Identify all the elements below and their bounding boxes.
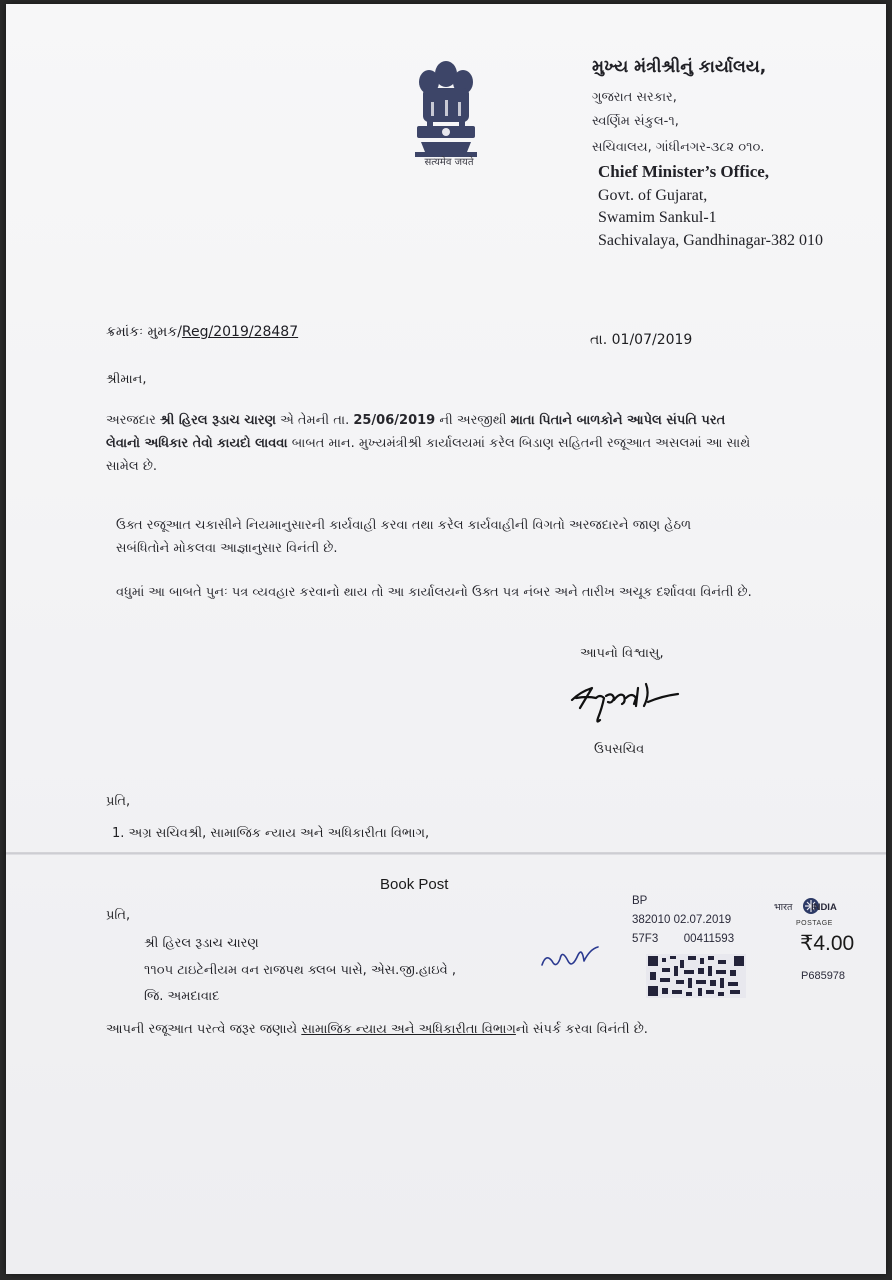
closing: આપનો વિશ્વાસુ, xyxy=(580,646,664,661)
stamp-code: 57F3 xyxy=(632,933,659,945)
govt-gujarati: ગુજરાત સરકાર, xyxy=(592,90,677,105)
application-subject: માતા પિતાને બાળકોને આપેલ સંપતિ પરત લેવાનો અધિકાર તેવો કાયદો લાવવા xyxy=(106,413,726,451)
p1-text-2: એ તેમની તા. xyxy=(275,413,354,428)
handwritten-mark-icon xyxy=(538,939,602,975)
applicant-name: શ્રી હિરલ રૂડાચ ચારણ xyxy=(160,413,276,428)
postage-bp-block xyxy=(632,892,734,949)
salutation: શ્રીમાન, xyxy=(106,372,147,387)
application-date: 25/06/2019 xyxy=(353,413,436,428)
copy-to-item: 1. અગ્ર સચિવશ્રી, સામાજિક ન્યાય અને અધિકારીતા વિભાગ, xyxy=(112,826,430,841)
reference-label: ક્રમાંકઃ મુમક/ xyxy=(106,324,182,340)
stamp-serial: 00411593 xyxy=(683,933,735,945)
stamp-country xyxy=(774,900,837,913)
stamp-pin-date: 382010 02.07.2019 xyxy=(632,914,732,926)
p1-text-1: અરજદાર xyxy=(106,413,161,428)
department-link: સામાજિક ન્યાય અને અધિકારીતા વિભાગ xyxy=(301,1022,516,1037)
note-prefix: આપની રજૂઆત પરત્વે જરૂર જણાયે xyxy=(106,1022,302,1037)
p1-text-4: બાબત માન. મુખ્યમંત્રીશ્રી કાર્યાલયમાં કરેલ બિડાણ સહિતની રજૂઆત અસલમાં આ સાથે સામેલ છે. xyxy=(106,436,751,474)
fold-line xyxy=(6,852,886,855)
stamp-amount: ₹4.00 xyxy=(800,932,855,955)
recipient-address-1-text: ૧૧૦૫ ટાઇટેનીયમ વન રાજપથ ક્લબ પાસે, એસ.જી.હાઇવે , xyxy=(144,963,457,978)
recipient-name-text: શ્રી હિરલ રૂડાચ ચારણ xyxy=(144,936,259,951)
govt-english: Govt. of Gujarat, xyxy=(598,187,708,204)
signature-icon xyxy=(566,674,696,730)
sankul-gujarati: સ્વર્ણિમ સંકુલ-૧, xyxy=(592,114,679,129)
designation: ઉપસચિવ xyxy=(594,742,645,757)
body-paragraph-1 xyxy=(106,409,756,478)
body-paragraph-2: ઉક્ત રજૂઆત ચકાસીને નિયમાનુસારની કાર્યવાહી કરવા તથા કરેલ કાર્યવાહીની વિગતો અરજદારને જાણ હેઠળ સબંધિતોને મોકલવા આજ્ઞાનુસાર વિનંતી છે. xyxy=(116,518,692,556)
book-post-label: Book Post xyxy=(380,876,449,893)
office-title-english: Chief Minister’s Office, xyxy=(598,162,770,181)
qr-code-icon xyxy=(646,954,746,998)
letter-date xyxy=(590,332,692,348)
letter-page xyxy=(6,4,886,1274)
p1-text-3: ની અરજીથી xyxy=(435,413,511,428)
date-prefix: તા. xyxy=(590,332,608,348)
note-suffix: નો સંપર્ક કરવા વિનંતી છે. xyxy=(515,1022,648,1037)
office-title-gujarati: મુખ્ય મંત્રીશ્રીનું કાર્યાલય, xyxy=(592,57,767,77)
stamp-number: P685978 xyxy=(801,970,846,982)
recipient-to-label: પ્રતિ, xyxy=(106,908,131,923)
stamp-india: INDIA xyxy=(810,902,837,913)
stamp-bharat: भारत xyxy=(774,902,793,913)
sankul-english: Swamim Sankul-1 xyxy=(598,209,717,226)
body-paragraph-3: વધુમાં આ બાબતે પુનઃ પત્ર વ્યવહાર કરવાનો થાય તો આ કાર્યાલયનો ઉક્ત પત્ર નંબર અને તારીખ અચૂક દર્શાવવા વિનંતી છે. xyxy=(116,585,752,600)
reference-code: Reg/2019/28487 xyxy=(181,324,299,340)
stamp-bp: BP xyxy=(632,895,648,907)
date-value: 01/07/2019 xyxy=(611,332,693,348)
closing-note xyxy=(106,1019,726,1041)
copy-to-label: પ્રતિ, xyxy=(106,794,131,809)
reference-number xyxy=(106,324,298,340)
emblem-motto: सत्यमेव जयते xyxy=(424,157,474,168)
recipient-address-2-text: જિ. અમદાવાદ xyxy=(144,989,220,1004)
stamp-postage: POSTAGE xyxy=(796,920,833,927)
address-english: Sachivalaya, Gandhinagar-382 010 xyxy=(598,232,823,249)
stamp-codes xyxy=(632,930,734,949)
address-gujarati: સચિવાલય, ગાંધીનગર-૩૮૨ ૦૧૦. xyxy=(592,140,765,155)
